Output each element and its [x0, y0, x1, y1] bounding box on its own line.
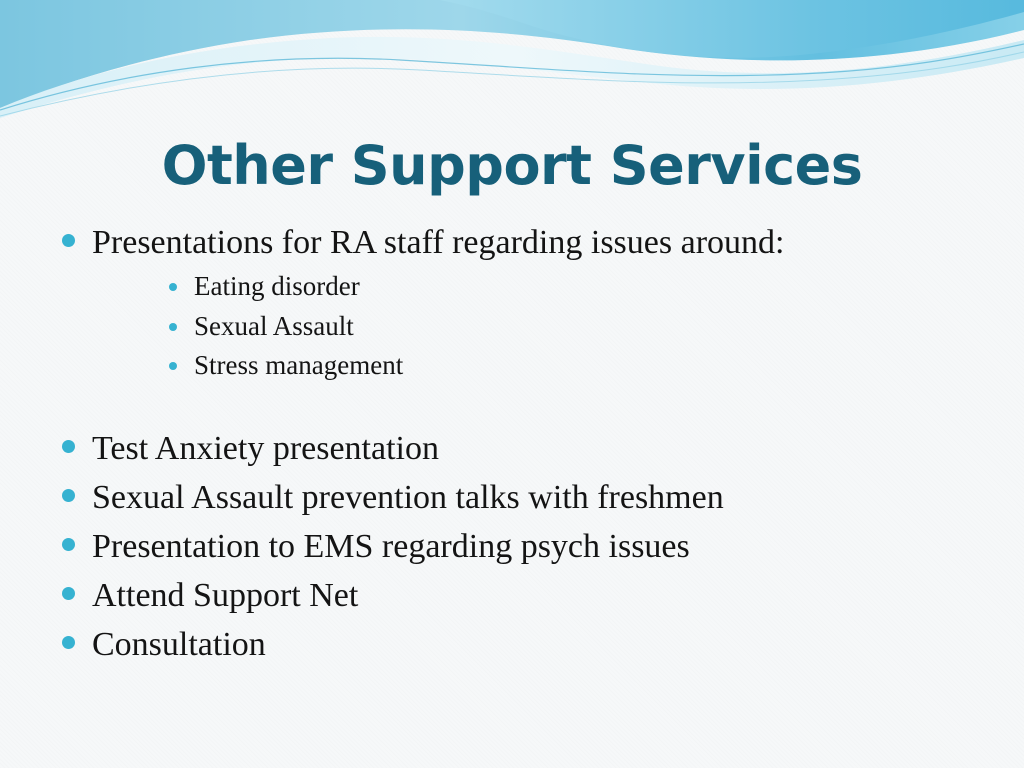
bullet-text: Test Anxiety presentation — [92, 429, 439, 467]
sub-bullet-text: Eating disorder — [194, 271, 360, 301]
bullet-dot-icon — [62, 538, 75, 551]
sub-bullet-item — [165, 267, 1002, 307]
bullet-item — [62, 620, 1002, 669]
sub-bullet-text: Sexual Assault — [194, 310, 354, 341]
bullet-item — [62, 424, 1002, 473]
sub-bullet-item — [165, 307, 1002, 347]
bullet-text: Sexual Assault prevention talks with freshmen — [92, 478, 724, 516]
bullet-text: Consultation — [92, 625, 266, 663]
bullet-dot-icon — [62, 489, 75, 502]
sub-bullet-dot-icon — [169, 362, 177, 370]
bullet-dot-icon — [62, 587, 75, 600]
bullet-item — [62, 571, 1002, 620]
bullet-text: Presentation to EMS regarding psych issues — [92, 527, 690, 565]
sub-bullet-dot-icon — [169, 323, 177, 331]
bullet-item — [62, 473, 1002, 522]
header-wave-decoration — [0, 0, 1024, 130]
slide-title: Other Support Services — [161, 134, 863, 197]
bullet-text: Attend Support Net — [92, 576, 359, 614]
bullet-item — [62, 522, 1002, 571]
sub-bullet-dot-icon — [169, 283, 177, 291]
sub-bullet-item — [165, 346, 1002, 386]
sub-bullet-text: Stress management — [194, 350, 404, 380]
bullet-text: Presentations for RA staff regarding issues around: — [92, 224, 785, 261]
bullet-dot-icon — [62, 440, 75, 453]
sub-bullet-list — [92, 267, 1002, 386]
bullet-list — [62, 218, 1002, 669]
bullet-item — [62, 218, 1002, 386]
bullet-dot-icon — [62, 636, 75, 649]
bullet-dot-icon — [62, 234, 75, 247]
